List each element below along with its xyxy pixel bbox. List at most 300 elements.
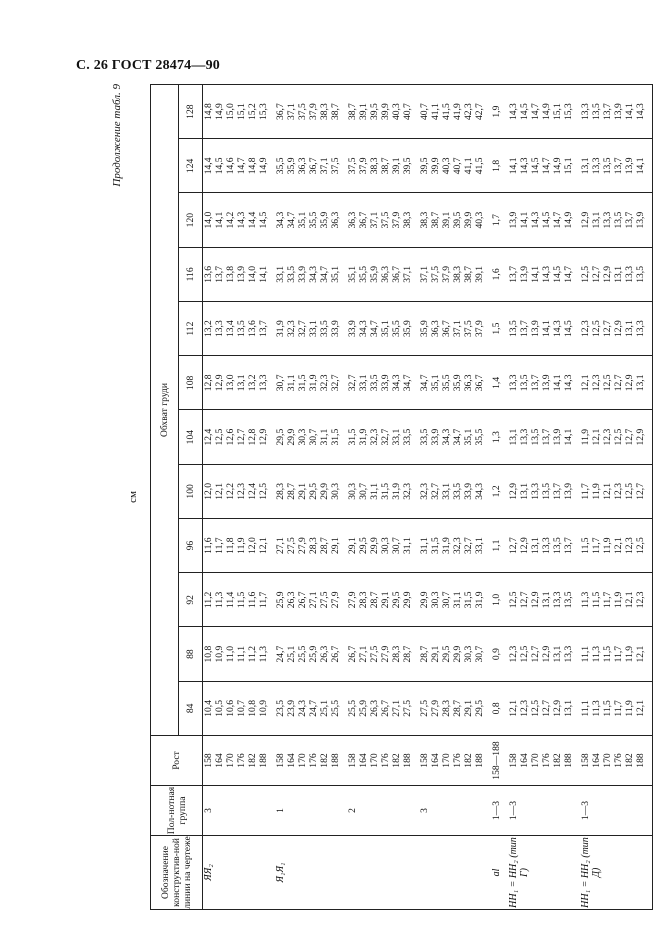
measurement-value: 12,7	[236, 428, 247, 446]
measurement-value: 38,7	[330, 103, 341, 121]
measurement-value: 28,3	[308, 537, 319, 555]
measurement-value: 23,9	[286, 699, 297, 717]
measurement-value: 13,3	[519, 428, 530, 446]
measurement-value: 37,9	[308, 103, 319, 121]
measurement-value: 35,5	[275, 157, 286, 175]
height-value: 164	[591, 753, 602, 768]
measurement-value: 36,7	[391, 265, 402, 283]
measurement-value: 32,3	[286, 320, 297, 338]
height-value: 176	[452, 753, 463, 768]
measurement-value: 1,0	[491, 593, 502, 606]
measurement-value: 30,3	[330, 482, 341, 500]
measurement-value: 13,3	[258, 374, 269, 392]
measurement-value: 35,1	[297, 211, 308, 229]
measurement-value: 12,7	[508, 537, 519, 555]
measurement-value: 14,3	[563, 374, 574, 392]
measurement-value: 29,9	[452, 645, 463, 663]
measurement-value: 31,5	[430, 537, 441, 555]
measurement-value: 28,7	[286, 482, 297, 500]
measurement-value: 12,4	[247, 482, 258, 500]
measurement-value: 29,1	[347, 537, 358, 555]
measurement-value: 41,5	[474, 157, 485, 175]
measurement-value: 30,3	[297, 428, 308, 446]
measurement-value: 11,3	[214, 591, 225, 609]
measurement-value: 13,1	[541, 591, 552, 609]
measurement-value: 31,5	[297, 374, 308, 392]
header-designation: Обозначение конструктив-ной линии на чертеже	[151, 836, 203, 910]
measurement-value: 13,1	[563, 699, 574, 717]
measurement-value: 11,7	[613, 700, 624, 717]
measurement-value: 27,1	[275, 537, 286, 555]
height-value: 188	[563, 753, 574, 768]
measurement-value: 31,5	[347, 428, 358, 446]
measurement-value: 27,9	[347, 591, 358, 609]
measurement-value: 41,1	[430, 103, 441, 121]
measurement-value: 32,7	[463, 537, 474, 555]
designation-label: ЯЯ₂	[203, 864, 214, 881]
measurement-value: 30,3	[463, 645, 474, 663]
measurement-value: 14,5	[541, 211, 552, 229]
measurement-value: 10,5	[214, 699, 225, 717]
measurement-value: 14,3	[508, 103, 519, 121]
chest-column-88	[203, 627, 653, 681]
measurement-value: 14,2	[225, 211, 236, 229]
size-table	[150, 84, 653, 910]
designation-label: НН₁ = НН₂ (тип Г)	[508, 837, 530, 908]
measurement-value: 31,9	[441, 537, 452, 555]
measurement-value: 35,9	[286, 157, 297, 175]
measurement-value: 12,5	[214, 428, 225, 446]
measurement-value: 33,1	[308, 320, 319, 338]
height-value: 182	[624, 753, 635, 768]
measurement-value: 14,1	[519, 211, 530, 229]
measurement-value: 25,5	[330, 699, 341, 717]
measurement-value: 26,3	[319, 645, 330, 663]
measurement-value: 29,1	[463, 699, 474, 717]
measurement-value: 13,2	[247, 374, 258, 392]
height-value: 188	[635, 753, 646, 768]
height-value: 158	[203, 753, 214, 768]
measurement-value: 14,8	[247, 157, 258, 175]
measurement-value: 12,9	[613, 320, 624, 338]
measurement-value: 13,9	[613, 103, 624, 121]
measurement-value: 34,7	[419, 374, 430, 392]
measurement-value: 29,9	[369, 537, 380, 555]
measurement-value: 31,1	[286, 374, 297, 392]
measurement-value: 25,5	[297, 645, 308, 663]
measurement-value: 13,3	[541, 537, 552, 555]
measurement-value: 11,2	[203, 591, 214, 609]
measurement-value: 29,1	[330, 537, 341, 555]
measurement-value: 13,1	[580, 157, 591, 175]
measurement-value: 27,5	[419, 699, 430, 717]
height-value: 158	[580, 753, 591, 768]
measurement-value: 14,7	[552, 211, 563, 229]
measurement-value: 11,4	[225, 591, 236, 609]
measurement-value: 35,1	[347, 265, 358, 283]
table-row	[203, 85, 653, 910]
measurement-value: 11,2	[247, 645, 258, 663]
measurement-value: 13,5	[508, 320, 519, 338]
measurement-value: 11,5	[236, 591, 247, 609]
measurement-value: 10,6	[225, 699, 236, 717]
group-value: 1—3	[491, 800, 502, 821]
measurement-value: 28,3	[391, 645, 402, 663]
measurement-value: 11,8	[225, 537, 236, 554]
measurement-value: 30,7	[391, 537, 402, 555]
measurement-value: 13,2	[203, 320, 214, 338]
measurement-value: 36,3	[430, 320, 441, 338]
measurement-value: 13,1	[236, 374, 247, 392]
measurement-value: 32,3	[369, 428, 380, 446]
measurement-value: 13,7	[519, 320, 530, 338]
measurement-value: 42,7	[474, 103, 485, 121]
measurement-value: 12,5	[591, 320, 602, 338]
measurement-value: 35,1	[380, 320, 391, 338]
measurement-value: 13,7	[541, 428, 552, 446]
measurement-value: 11,7	[591, 537, 602, 554]
measurement-value: 13,1	[613, 265, 624, 283]
measurement-value: 32,7	[430, 482, 441, 500]
height-value: 182	[247, 753, 258, 768]
measurement-value: 12,3	[635, 591, 646, 609]
measurement-value: 11,5	[580, 537, 591, 554]
measurement-value: 13,9	[552, 428, 563, 446]
designation-label: al	[491, 868, 502, 877]
chest-column-92	[203, 573, 653, 627]
measurement-value: 35,9	[452, 374, 463, 392]
measurement-value: 39,1	[358, 103, 369, 121]
measurement-value: 36,7	[308, 157, 319, 175]
measurement-value: 12,5	[258, 482, 269, 500]
measurement-value: 33,9	[297, 265, 308, 283]
measurement-value: 39,5	[419, 157, 430, 175]
measurement-value: 12,7	[624, 428, 635, 446]
measurement-value: 31,9	[474, 591, 485, 609]
height-value: 164	[519, 753, 530, 768]
measurement-value: 14,3	[635, 103, 646, 121]
measurement-value: 34,3	[391, 374, 402, 392]
measurement-value: 14,3	[541, 265, 552, 283]
group-value: 1	[275, 808, 286, 813]
measurement-value: 34,3	[275, 211, 286, 229]
measurement-value: 13,1	[508, 428, 519, 446]
measurement-value: 1,2	[491, 485, 502, 498]
measurement-value: 12,9	[541, 645, 552, 663]
measurement-value: 13,1	[591, 211, 602, 229]
measurement-value: 15,3	[258, 103, 269, 121]
measurement-value: 10,7	[236, 699, 247, 717]
measurement-value: 13,5	[530, 428, 541, 446]
measurement-value: 14,9	[563, 211, 574, 229]
measurement-value: 33,5	[419, 428, 430, 446]
measurement-value: 27,1	[391, 699, 402, 717]
measurement-value: 27,5	[319, 591, 330, 609]
measurement-value: 36,3	[330, 211, 341, 229]
measurement-value: 13,0	[225, 374, 236, 392]
measurement-value: 13,9	[236, 265, 247, 283]
height-value: 182	[463, 753, 474, 768]
measurement-value: 38,7	[430, 211, 441, 229]
rotated-table-container	[111, 84, 646, 910]
measurement-value: 12,6	[225, 428, 236, 446]
height-value: 188	[474, 753, 485, 768]
measurement-value: 13,5	[563, 591, 574, 609]
measurement-value: 34,3	[474, 482, 485, 500]
measurement-value: 13,5	[236, 320, 247, 338]
height-value: 164	[358, 753, 369, 768]
measurement-value: 29,1	[430, 645, 441, 663]
height-value: 164	[214, 753, 225, 768]
measurement-value: 13,5	[541, 482, 552, 500]
measurement-value: 30,3	[430, 591, 441, 609]
measurement-value: 12,1	[635, 699, 646, 717]
measurement-value: 12,7	[519, 591, 530, 609]
measurement-value: 12,8	[203, 374, 214, 392]
measurement-value: 26,3	[286, 591, 297, 609]
measurement-value: 1,8	[491, 159, 502, 172]
measurement-value: 37,5	[347, 157, 358, 175]
measurement-value: 40,3	[441, 157, 452, 175]
measurement-value: 35,5	[391, 320, 402, 338]
measurement-value: 13,3	[591, 157, 602, 175]
measurement-value: 12,3	[602, 428, 613, 446]
measurement-value: 34,7	[369, 320, 380, 338]
measurement-value: 35,1	[430, 374, 441, 392]
measurement-value: 12,0	[247, 537, 258, 555]
measurement-value: 27,9	[330, 591, 341, 609]
measurement-value: 14,1	[258, 265, 269, 283]
measurement-value: 13,7	[563, 537, 574, 555]
measurement-value: 12,1	[635, 645, 646, 663]
page-header: С. 26 ГОСТ 28474—90	[76, 58, 220, 73]
measurement-value: 15,1	[563, 157, 574, 175]
measurement-value: 25,1	[319, 699, 330, 717]
chest-size-header: 88	[179, 627, 203, 681]
measurement-value: 33,1	[358, 374, 369, 392]
measurement-value: 42,3	[463, 103, 474, 121]
measurement-value: 12,9	[258, 428, 269, 446]
measurement-value: 39,9	[430, 157, 441, 175]
measurement-value: 33,5	[369, 374, 380, 392]
measurement-value: 35,5	[358, 265, 369, 283]
measurement-value: 12,1	[258, 537, 269, 555]
measurement-value: 33,1	[391, 428, 402, 446]
measurement-value: 30,7	[275, 374, 286, 392]
height-value: 158	[347, 753, 358, 768]
chest-column-96	[203, 519, 653, 573]
measurement-value: 36,3	[297, 157, 308, 175]
measurement-value: 14,1	[508, 157, 519, 175]
measurement-value: 13,1	[530, 537, 541, 555]
measurement-value: 10,8	[203, 645, 214, 663]
measurement-value: 33,5	[402, 428, 413, 446]
height-value: 188	[258, 753, 269, 768]
measurement-value: 11,9	[613, 591, 624, 609]
header-chest: Обхват груди	[151, 85, 179, 736]
measurement-value: 14,3	[519, 157, 530, 175]
height-value: 176	[613, 753, 624, 768]
measurement-value: 13,6	[203, 265, 214, 283]
measurement-value: 1,9	[491, 105, 502, 118]
measurement-value: 33,1	[441, 482, 452, 500]
measurement-value: 13,6	[247, 320, 258, 338]
measurement-value: 32,3	[452, 537, 463, 555]
measurement-value: 11,1	[236, 645, 247, 663]
measurement-value: 37,1	[452, 320, 463, 338]
measurement-value: 11,7	[214, 537, 225, 554]
measurement-value: 12,5	[519, 645, 530, 663]
measurement-value: 39,5	[369, 103, 380, 121]
measurement-value: 34,7	[402, 374, 413, 392]
measurement-value: 13,5	[635, 265, 646, 283]
measurement-value: 34,3	[441, 428, 452, 446]
measurement-value: 14,7	[236, 157, 247, 175]
measurement-value: 14,3	[552, 320, 563, 338]
measurement-value: 13,3	[552, 591, 563, 609]
measurement-value: 37,1	[419, 265, 430, 283]
measurement-value: 13,7	[613, 157, 624, 175]
height-value: 182	[319, 753, 330, 768]
measurement-value: 33,5	[319, 320, 330, 338]
measurement-value: 34,3	[358, 320, 369, 338]
measurement-value: 31,9	[391, 482, 402, 500]
measurement-value: 13,3	[602, 211, 613, 229]
measurement-value: 13,9	[530, 320, 541, 338]
measurement-value: 40,3	[391, 103, 402, 121]
measurement-value: 29,9	[402, 591, 413, 609]
measurement-value: 12,9	[624, 374, 635, 392]
measurement-value: 33,5	[452, 482, 463, 500]
height-value: 158	[508, 753, 519, 768]
height-value: 170	[369, 753, 380, 768]
designation-label: Я₁Я₁	[275, 862, 286, 883]
measurement-value: 40,7	[419, 103, 430, 121]
measurement-value: 15,0	[225, 103, 236, 121]
measurement-value: 14,7	[563, 265, 574, 283]
measurement-value: 35,9	[402, 320, 413, 338]
measurement-value: 37,9	[474, 320, 485, 338]
measurement-value: 29,5	[308, 482, 319, 500]
chest-column-100	[203, 464, 653, 518]
measurement-value: 37,1	[286, 103, 297, 121]
measurement-value: 41,9	[452, 103, 463, 121]
measurement-value: 11,9	[624, 645, 635, 663]
measurement-value: 14,8	[203, 103, 214, 121]
measurement-value: 10,9	[258, 699, 269, 717]
measurement-value: 13,7	[624, 211, 635, 229]
measurement-value: 11,1	[580, 645, 591, 663]
measurement-value: 27,9	[297, 537, 308, 555]
measurement-value: 26,7	[297, 591, 308, 609]
measurement-value: 14,1	[563, 428, 574, 446]
measurement-value: 12,5	[624, 482, 635, 500]
measurement-value: 40,3	[474, 211, 485, 229]
chest-column-112	[203, 302, 653, 356]
measurement-value: 36,7	[358, 211, 369, 229]
measurement-value: 35,5	[474, 428, 485, 446]
chest-column-108	[203, 356, 653, 410]
height-value: 170	[225, 753, 236, 768]
measurement-value: 11,9	[580, 428, 591, 446]
measurement-value: 34,7	[319, 265, 330, 283]
measurement-value: 33,9	[380, 374, 391, 392]
measurement-value: 26,7	[330, 645, 341, 663]
measurement-value: 41,5	[441, 103, 452, 121]
measurement-value: 35,1	[330, 265, 341, 283]
measurement-value: 11,3	[258, 645, 269, 663]
measurement-value: 13,8	[225, 265, 236, 283]
measurement-value: 33,5	[286, 265, 297, 283]
measurement-value: 12,8	[247, 428, 258, 446]
measurement-value: 29,5	[391, 591, 402, 609]
measurement-value: 31,5	[330, 428, 341, 446]
measurement-value: 13,1	[519, 482, 530, 500]
measurement-value: 14,1	[552, 374, 563, 392]
measurement-value: 12,3	[624, 537, 635, 555]
height-value: 182	[391, 753, 402, 768]
measurement-value: 36,7	[275, 103, 286, 121]
measurement-value: 12,9	[214, 374, 225, 392]
measurement-value: 1,6	[491, 268, 502, 281]
measurement-value: 14,7	[530, 103, 541, 121]
measurement-value: 37,5	[380, 211, 391, 229]
chest-size-header: 116	[179, 247, 203, 301]
measurement-value: 12,0	[203, 482, 214, 500]
measurement-value: 11,7	[602, 591, 613, 609]
measurement-value: 12,1	[591, 428, 602, 446]
measurement-value: 29,9	[319, 482, 330, 500]
measurement-value: 27,1	[358, 645, 369, 663]
measurement-value: 12,9	[580, 211, 591, 229]
measurement-value: 25,5	[347, 699, 358, 717]
measurement-value: 31,9	[275, 320, 286, 338]
chest-column-84	[203, 681, 653, 735]
measurement-value: 12,1	[624, 591, 635, 609]
measurement-value: 14,5	[519, 103, 530, 121]
measurement-value: 28,7	[369, 591, 380, 609]
height-value: 164	[430, 753, 441, 768]
measurement-value: 38,3	[452, 265, 463, 283]
measurement-value: 12,9	[530, 591, 541, 609]
measurement-value: 38,7	[463, 265, 474, 283]
measurement-value: 31,9	[358, 428, 369, 446]
measurement-value: 13,7	[602, 103, 613, 121]
measurement-value: 11,9	[602, 537, 613, 554]
measurement-value: 14,5	[530, 157, 541, 175]
measurement-value: 33,9	[430, 428, 441, 446]
measurement-value: 30,7	[308, 428, 319, 446]
measurement-value: 14,0	[247, 265, 258, 283]
measurement-value: 12,7	[635, 482, 646, 500]
measurement-value: 35,5	[441, 374, 452, 392]
measurement-value: 32,3	[319, 374, 330, 392]
measurement-value: 25,9	[308, 645, 319, 663]
measurement-value: 11,3	[591, 645, 602, 663]
measurement-value: 39,1	[441, 211, 452, 229]
measurement-value: 37,5	[463, 320, 474, 338]
measurement-value: 35,9	[369, 265, 380, 283]
measurement-value: 0,8	[491, 702, 502, 715]
measurement-value: 32,7	[347, 374, 358, 392]
measurement-value: 12,9	[519, 537, 530, 555]
measurement-value: 34,7	[286, 211, 297, 229]
measurement-value: 10,9	[214, 645, 225, 663]
height-column	[203, 736, 653, 786]
measurement-value: 1,7	[491, 214, 502, 227]
measurement-value: 34,7	[452, 428, 463, 446]
measurement-value: 13,3	[635, 320, 646, 338]
